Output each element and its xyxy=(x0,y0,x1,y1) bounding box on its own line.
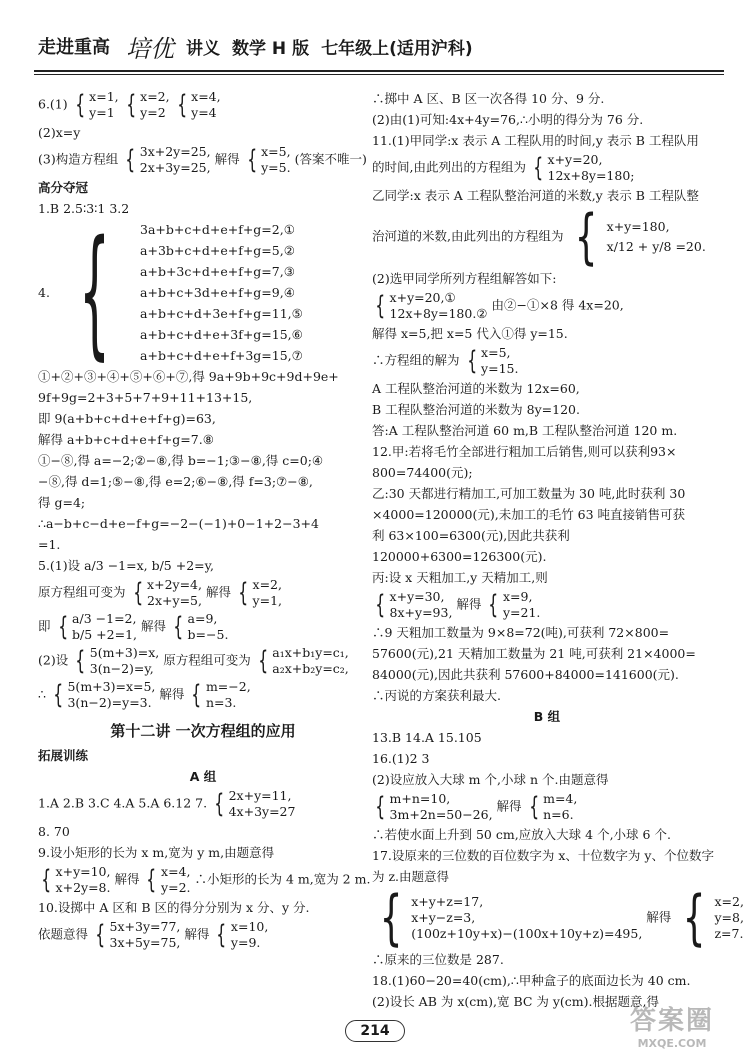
section-label-tuozhan: 拓展训练 xyxy=(38,748,89,763)
q5-line2: 原方程组可变为 { x+2y=4, 2x+y=5, 解得 { x=2, y=1, xyxy=(38,577,282,608)
equation-system: { a/3 −1=2, b/5 +2=1, xyxy=(57,611,138,642)
answers-1-3: 1.B 2.5∶3∶1 3.2 xyxy=(38,201,130,216)
header-title: 讲义 xyxy=(186,38,220,59)
text-line: 16.(1)2 3 xyxy=(372,751,430,766)
left-column xyxy=(38,88,371,952)
text-line: 800=74400(元); xyxy=(372,465,473,480)
q4-line: =1. xyxy=(38,537,61,552)
text-line: ∴方程组的解为 { x=5, y=15. xyxy=(372,345,519,376)
answer-8: 8. 70 xyxy=(38,824,70,839)
equation-system: { x+y=10, x+2y=8. xyxy=(41,864,111,895)
q5-line1: 5.(1)设 a/3 −1=x, b/5 +2=y, xyxy=(38,558,215,573)
text-line: 利 63×100=6300(元),因此共获利 xyxy=(372,528,570,543)
q6-part3: (3)构造方程组 { 3x+2y=25, 2x+3y=25, 解得 { x=5, y=5. (答案不唯一) xyxy=(38,144,367,175)
right-column xyxy=(372,88,744,1012)
text-line: 乙:30 天都进行精加工,可加工数量为 30 吨,此时获利 30 xyxy=(372,486,686,501)
q9-line1: 9.设小矩形的长为 x m,宽为 y m,由题意得 xyxy=(38,845,275,860)
equation-system: { m+n=10, 3m+2n=50−26, xyxy=(375,791,493,822)
text-line: (2)设长 AB 为 x(cm),宽 BC 为 y(cm).根据题意,得 xyxy=(372,994,659,1009)
q4-line: 即 9(a+b+c+d+e+f+g)=63, xyxy=(38,411,216,426)
text-line: 乙同学:x 表示 A 工程队整治河道的米数,y 表示 B 工程队整 xyxy=(372,188,699,203)
header-subject: 数学 H 版 xyxy=(232,38,310,59)
text-line: B 工程队整治河道的米数为 8y=120. xyxy=(372,402,580,417)
equation-system: { m=4, n=6. xyxy=(528,791,578,822)
section-label-gaofen: 高分夺冠 xyxy=(38,180,89,195)
text-line: (2)选甲同学所列方程组解答如下: xyxy=(372,271,557,286)
text-line: A 工程队整治河道的米数为 12x=60, xyxy=(372,381,580,396)
text-line: 18.(1)60−20=40(cm),∴甲种盒子的底面边长为 40 cm. xyxy=(372,973,691,988)
equation-system: { x+y=20, 12x+8y=180; xyxy=(533,152,635,183)
text-line: (2)设应放入大球 m 个,小球 n 个.由题意得 xyxy=(372,772,609,787)
equation-system: { x=5, y=5. xyxy=(246,144,291,175)
header-brand: 走进重高 xyxy=(38,37,110,58)
text-line: (2)由(1)可知:4x+4y=76,∴小明的得分为 76 分. xyxy=(372,112,644,127)
equation-system: { x+y=20,① 12x+8y=180.② xyxy=(375,290,488,321)
header-grade: 七年级上(适用沪科) xyxy=(321,38,473,59)
text-line: 12.甲:若将毛竹全部进行粗加工后销售,则可以获利93× xyxy=(372,444,677,459)
q5-line4: (2)设 { 5(m+3)=x, 3(n−2)=y, 原方程组可变为 { a₁x+b₁y=c₁, a₂x+b₂y=c₂, xyxy=(38,645,349,676)
watermark-logo xyxy=(612,1000,732,1050)
text-line: 的时间,由此列出的方程组为 { x+y=20, 12x+8y=180; xyxy=(372,152,635,183)
text-line: 丙:设 x 天粗加工,y 天精加工,则 xyxy=(372,570,548,585)
equation-system: { x+y=30, 8x+y=93, xyxy=(375,589,453,620)
page-number: 214 xyxy=(345,1020,404,1042)
equation-system: { 5(m+3)=x, 3(n−2)=y, xyxy=(75,645,160,676)
q4-line: ①−⑧,得 a=−2;②−⑧,得 b=−1;③−⑧,得 c=0;④ xyxy=(38,453,324,468)
text-line: 11.(1)甲同学:x 表示 A 工程队用的时间,y 表示 B 工程队用 xyxy=(372,133,699,148)
text-line: 为 z.由题意得 xyxy=(372,869,450,884)
text-line: ∴若使水面上升到 50 cm,应放入大球 4 个,小球 6 个. xyxy=(372,827,671,842)
q9-line2: { x+y=10, x+2y=8. 解得 { x=4, y=2. ∴小矩形的长为 4 m,宽为 2 m. xyxy=(38,863,368,897)
equation-system: { x=1, y=1 xyxy=(74,89,119,120)
text-line: { x+y=30, 8x+y=93, 解得 { x=9, y=21. xyxy=(372,588,722,622)
header-rule xyxy=(34,70,724,72)
text-line: ∴掷中 A 区、B 区一次各得 10 分、9 分. xyxy=(372,91,605,106)
equation-system: { 5(m+3)=x=5, 3(n−2)=y=3. xyxy=(53,679,156,710)
equation-system: { x+y+z=17, x+y−z=3, (100z+10y+x)−(100x+10y+z)=495, xyxy=(379,883,643,953)
q6-part2: (2)x=y xyxy=(38,125,81,140)
text-line: 17.设原来的三位数的百位数字为 x、十位数字为 y、个位数字 xyxy=(372,848,714,863)
equation-system: { x=2, y=8, z=7. xyxy=(682,883,744,953)
page-header xyxy=(38,28,728,64)
q4-line: ∴a−b+c−d+e−f+g=−2−(−1)+0−1+2−3+4 xyxy=(38,516,319,531)
text-line: 57600(元),21 天精加工数量为 21 吨,可获利 21×4000= xyxy=(372,646,696,661)
equation-system: { x=4, y=4 xyxy=(176,89,221,120)
q5-line3: 即 { a/3 −1=2, b/5 +2=1, 解得 { a=9, b=−5. xyxy=(38,611,229,642)
text-line: ×4000=120000(元),未加工的毛竹 63 吨直接销售可获 xyxy=(372,507,686,522)
text-line: { x+y+z=17, x+y−z=3, (100z+10y+x)−(100x+10y+z)=495, 解得 { x=2, y=8, z=7. xyxy=(372,887,722,949)
equation-system: { x=4, y=2. xyxy=(146,864,191,895)
q4-line: 9f+9g=2+3+5+7+9+11+13+15, xyxy=(38,390,253,405)
text-line: ∴丙说的方案获利最大. xyxy=(372,688,501,703)
group-a-label: A 组 xyxy=(189,769,217,784)
text-line: ∴9 天粗加工数量为 9×8=72(吨),可获利 72×800= xyxy=(372,625,670,640)
q4-system: 4. { 3a+b+c+d+e+f+g=2,① a+3b+c+d+e+f+g=5,② a+b+3c+d+e+f+g=7,③ a+b+c+3d+e+f+g=9,④ a+b+c+d+3e+f+g=11,⑤ a+b+c+d+e+3f+g=15,⑥ a+b+c+d+e+f+3g=15,⑦ xyxy=(38,210,303,374)
q10-line1: 10.设掷中 A 区和 B 区的得分分别为 x 分、y 分. xyxy=(38,900,310,915)
equation-system: { m=−2, n=3. xyxy=(191,679,251,710)
equation-system: { 5x+3y=77, 3x+5y=75, xyxy=(95,919,181,950)
equation-system: { x+y=180, x/12 + y/8 =20. xyxy=(575,202,706,272)
equation-system: { x=5, y=15. xyxy=(466,345,519,376)
q6-part1: 6.(1) { x=1, y=1 { x=2, y=2 { x=4, y=4 xyxy=(38,89,221,120)
q4-line: 得 g=4; xyxy=(38,495,86,510)
text-line: 120000+6300=126300(元). xyxy=(372,549,547,564)
text-line: 13.B 14.A 15.105 xyxy=(372,730,482,745)
header-rule-thin xyxy=(34,74,724,75)
q4-line: −⑧,得 d=1;⑤−⑧,得 e=2;⑥−⑧,得 f=3;⑦−⑧, xyxy=(38,474,313,489)
watermark-url: MXQE.COM xyxy=(637,1037,707,1050)
equation-system: { x=9, y=21. xyxy=(488,589,541,620)
equation-system: { a₁x+b₁y=c₁, a₂x+b₂y=c₂, xyxy=(258,645,349,676)
equation-system: { 2x+y=11, 4x+3y=27 xyxy=(214,788,296,819)
equation-system: { a=9, b=−5. xyxy=(173,611,229,642)
equation-system: { x=2, y=1, xyxy=(238,577,282,608)
text-line: { x+y=20,① 12x+8y=180.② 由②−①×8 得 4x=20, xyxy=(372,289,722,323)
watermark-text: 答案圈 xyxy=(629,1006,714,1036)
q5-line5: ∴ { 5(m+3)=x=5, 3(n−2)=y=3. 解得 { m=−2, n=3. xyxy=(38,679,251,710)
text-line: 治河道的米数,由此列出的方程组为 { x+y=180, x/12 + y/8 =20. xyxy=(372,202,706,272)
q4-line: 解得 a+b+c+d+e+f+g=7.⑧ xyxy=(38,432,214,447)
section-title: 第十二讲 一次方程组的应用 xyxy=(110,722,296,740)
answers-1-7: 1.A 2.B 3.C 4.A 5.A 6.12 7. { 2x+y=11, 4x+3y=27 xyxy=(38,788,296,819)
equation-system: { 3x+2y=25, 2x+3y=25, xyxy=(125,144,211,175)
equation-system: { x=10, y=9. xyxy=(216,919,269,950)
equation-system: { x+2y=4, 2x+y=5, xyxy=(132,577,202,608)
text-line: 84000(元),因此共获利 57600+84000=141600(元). xyxy=(372,667,679,682)
q4-line: ①+②+③+④+⑤+⑥+⑦,得 9a+9b+9c+9d+9e+ xyxy=(38,369,339,384)
text-line: 解得 x=5,把 x=5 代入①得 y=15. xyxy=(372,326,568,341)
equation-system: { x=2, y=2 xyxy=(125,89,170,120)
text-line: ∴原来的三位数是 287. xyxy=(372,952,504,967)
text-line: { m+n=10, 3m+2n=50−26, 解得 { m=4, n=6. xyxy=(372,790,722,824)
header-logo: 培优 xyxy=(126,34,174,63)
text-line: 答:A 工程队整治河道 60 m,B 工程队整治河道 120 m. xyxy=(372,423,678,438)
q10-line2: 依题意得 { 5x+3y=77, 3x+5y=75, 解得 { x=10, y=9. xyxy=(38,919,269,950)
group-b-label: B 组 xyxy=(533,709,561,724)
